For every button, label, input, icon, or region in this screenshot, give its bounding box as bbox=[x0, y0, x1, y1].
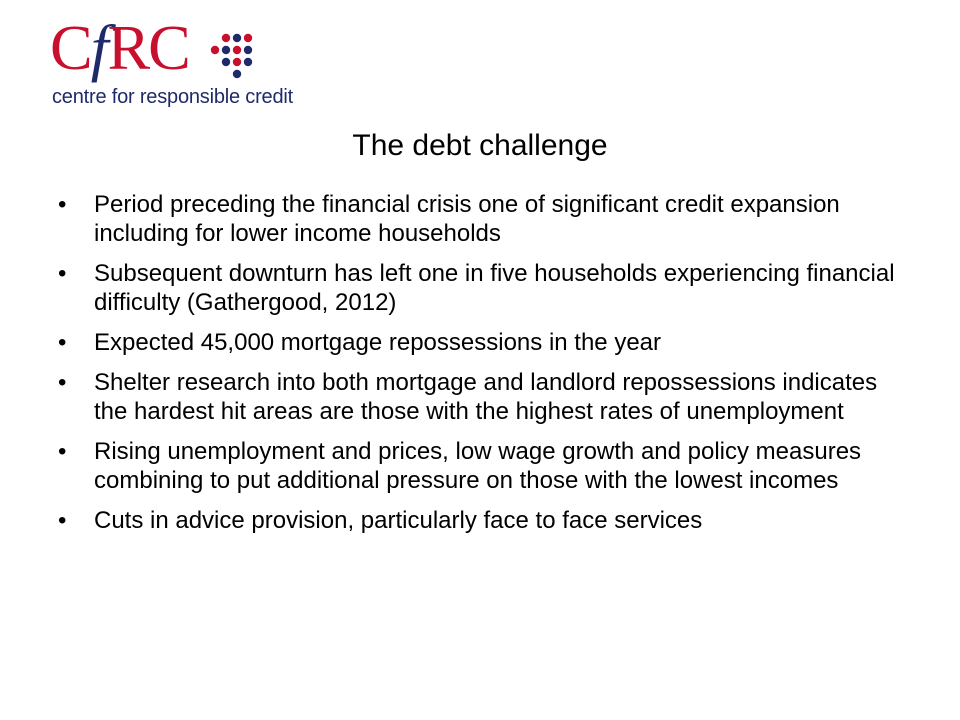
logo-letters-rc: RC bbox=[107, 12, 189, 83]
bullet-icon: • bbox=[58, 260, 67, 287]
logo-letter-c: C bbox=[50, 12, 91, 83]
bullet-icon: • bbox=[58, 438, 67, 465]
slide-title: The debt challenge bbox=[352, 129, 608, 162]
logo-letter-f: f bbox=[90, 12, 107, 83]
bullet-text: Expected 45,000 mortgage repossessions in the year bbox=[94, 329, 662, 356]
bullet-item bbox=[58, 190, 908, 248]
bullet-item bbox=[58, 437, 908, 495]
bullet-icon: • bbox=[58, 507, 67, 534]
bullet-list bbox=[58, 190, 908, 546]
bullet-text: Period preceding the financial crisis one of significant credit expansion including for lower income households bbox=[94, 191, 840, 247]
bullet-icon: • bbox=[58, 191, 67, 218]
cfrc-logo-wordmark bbox=[50, 12, 189, 83]
bullet-item bbox=[58, 328, 908, 357]
bullet-text: Rising unemployment and prices, low wage growth and policy measures combining to put additional pressure on those with the lowest incomes bbox=[94, 438, 862, 494]
logo-tagline: centre for responsible credit bbox=[52, 86, 293, 108]
bullet-icon: • bbox=[58, 329, 67, 356]
bullet-item bbox=[58, 259, 908, 317]
bullet-item bbox=[58, 506, 908, 535]
cfrc-logo bbox=[50, 12, 293, 112]
logo-dots-icon bbox=[200, 32, 256, 80]
bullet-text: Cuts in advice provision, particularly face to face services bbox=[94, 507, 703, 534]
bullet-item bbox=[58, 368, 908, 426]
bullet-icon: • bbox=[58, 369, 67, 396]
bullet-text: Shelter research into both mortgage and landlord repossessions indicates the hardest hit areas are those with the highest rates of unemployment bbox=[94, 369, 878, 425]
bullet-text: Subsequent downturn has left one in five households experiencing financial difficulty (Gathergood, 2012) bbox=[94, 260, 895, 316]
